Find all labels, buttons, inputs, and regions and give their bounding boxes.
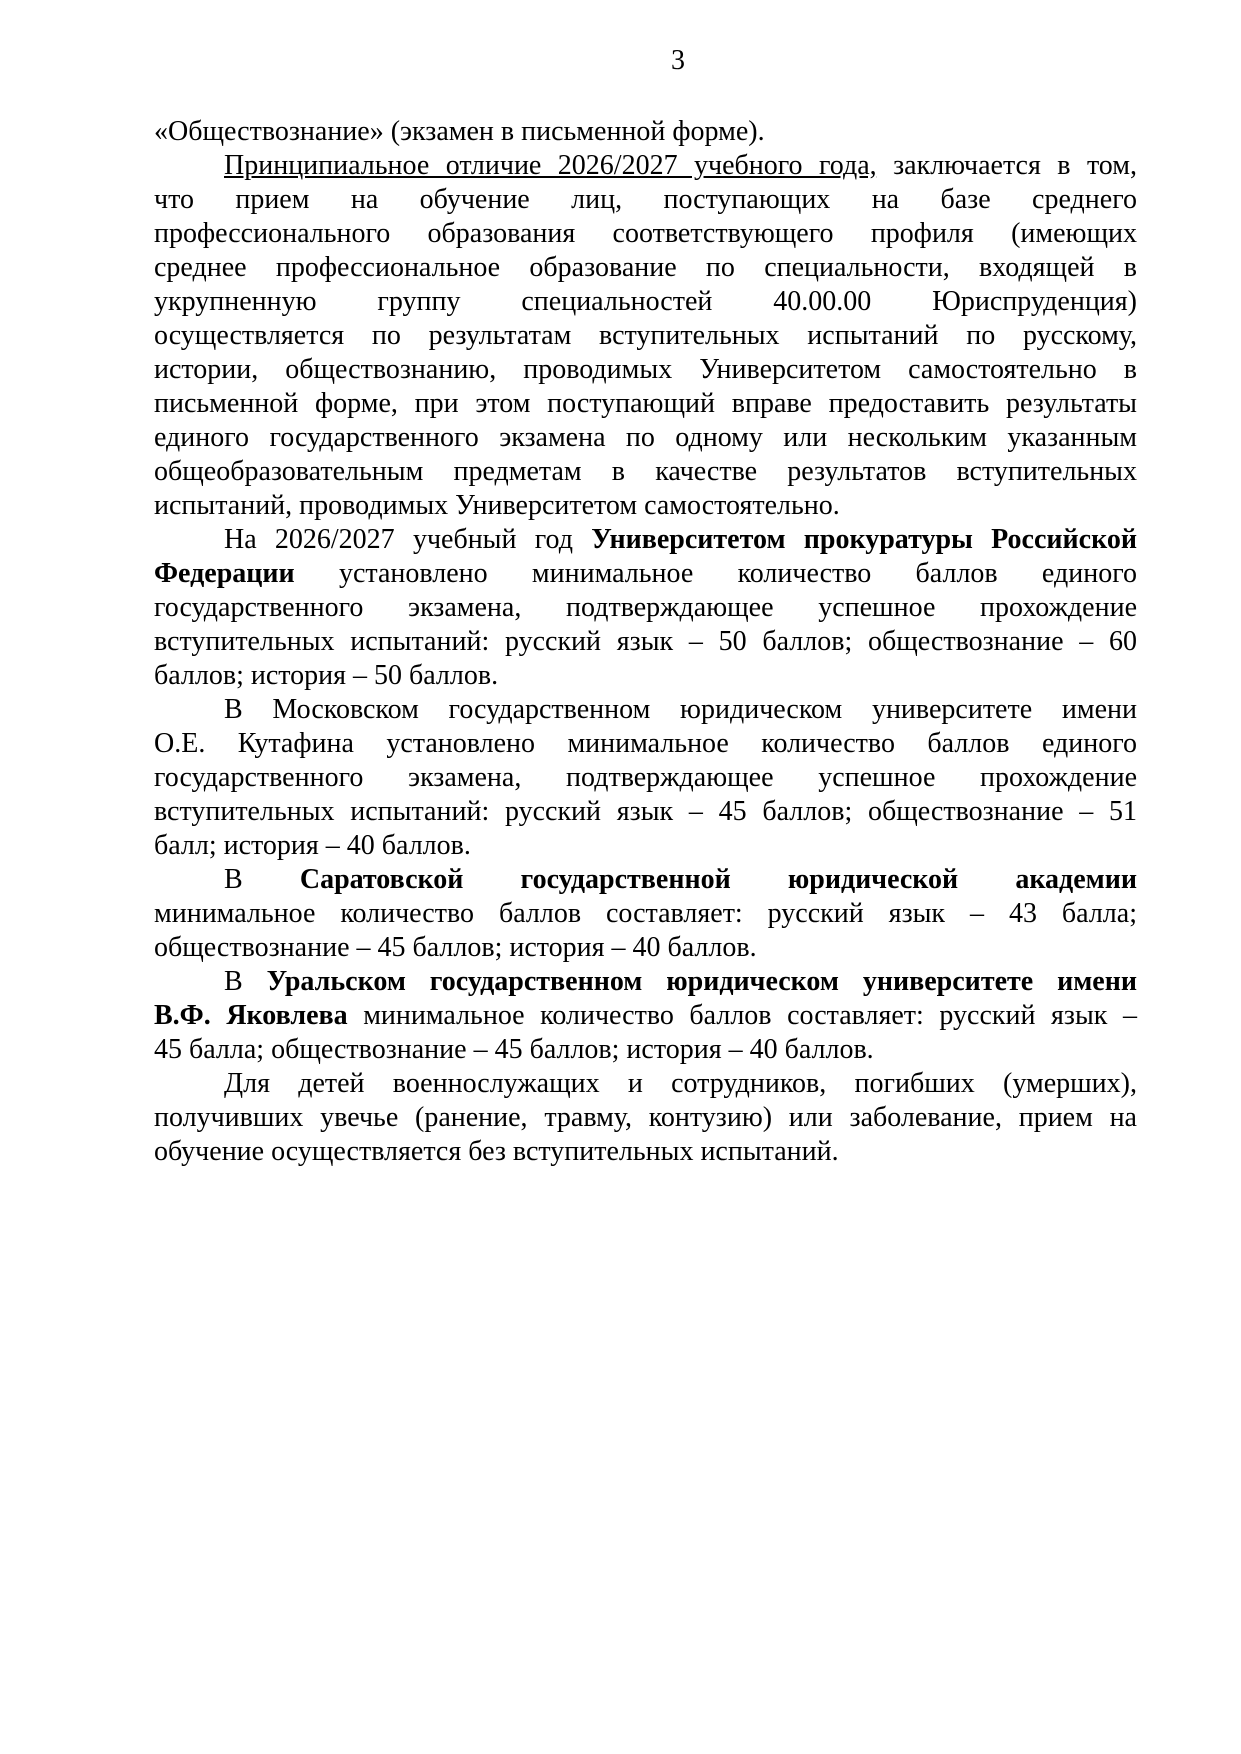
text-line (154, 115, 1137, 149)
text-line (154, 1033, 1137, 1067)
text-line (154, 489, 1137, 523)
text-segment-regular: укрупненную группу специальностей 40.00.00 Юриспруденция) (154, 286, 1137, 317)
text-line (154, 897, 1137, 931)
text-segment-regular: балл; история – 40 баллов. (154, 830, 471, 861)
text-line (154, 149, 1137, 183)
text-segment-regular: единого государственного экзамена по одному или нескольким указанным (154, 422, 1137, 453)
text-segment-underline: Принципиальное отличие 2026/2027 учебного года, (224, 150, 877, 181)
text-segment-regular: письменной форме, при этом поступающий вправе предоставить результаты (154, 388, 1137, 419)
text-segment-regular: заключается в том, (876, 150, 1137, 181)
text-line (154, 285, 1137, 319)
text-segment-regular: обществознание – 45 баллов; история – 40 баллов. (154, 932, 757, 963)
text-line (154, 1135, 1137, 1169)
text-line (154, 659, 1137, 693)
text-segment-bold: В.Ф. Яковлева (154, 1000, 348, 1031)
text-line (154, 727, 1137, 761)
text-segment-regular: На 2026/2027 учебный год (224, 524, 592, 555)
text-segment-regular: «Обществознание» (экзамен в письменной форме). (154, 116, 765, 147)
text-segment-regular: минимальное количество баллов составляет: русский язык – (347, 1000, 1137, 1031)
text-segment-regular: что прием на обучение лиц, поступающих на базе среднего (154, 184, 1137, 215)
text-segment-regular: государственного экзамена, подтверждающее успешное прохождение (154, 592, 1137, 623)
text-segment-regular: среднее профессиональное образование по специальности, входящей в (154, 252, 1137, 283)
text-segment-regular: Для детей военнослужащих и сотрудников, погибших (умерших), (224, 1068, 1137, 1099)
text-line (154, 761, 1137, 795)
text-segment-regular: обучение осуществляется без вступительных испытаний. (154, 1136, 839, 1167)
text-segment-bold: Университетом прокуратуры Российской (591, 524, 1137, 555)
text-line (154, 795, 1137, 829)
text-segment-regular: осуществляется по результатам вступительных испытаний по русскому, (154, 320, 1137, 351)
text-line (154, 965, 1137, 999)
text-line (154, 183, 1137, 217)
document-body (154, 115, 1137, 1169)
text-line (154, 557, 1137, 591)
text-segment-regular: О.Е. Кутафина установлено минимальное количество баллов единого (154, 728, 1137, 759)
text-line (154, 421, 1137, 455)
text-segment-bold: Уральском государственном юридическом университете имени (266, 966, 1137, 997)
text-line (154, 455, 1137, 489)
text-line (154, 1101, 1137, 1135)
text-line (154, 217, 1137, 251)
text-line (154, 625, 1137, 659)
text-line (154, 931, 1137, 965)
text-segment-regular: 45 балла; обществознание – 45 баллов; история – 40 баллов. (154, 1034, 874, 1065)
text-segment-regular: получивших увечье (ранение, травму, контузию) или заболевание, прием на (154, 1102, 1137, 1133)
text-line (154, 319, 1137, 353)
text-line (154, 863, 1137, 897)
text-segment-regular: минимальное количество баллов составляет: русский язык – 43 балла; (154, 898, 1137, 929)
text-segment-regular: В (224, 864, 300, 895)
text-line (154, 591, 1137, 625)
text-segment-regular: установлено минимальное количество баллов единого (294, 558, 1137, 589)
text-line (154, 829, 1137, 863)
text-line (154, 387, 1137, 421)
text-segment-regular: вступительных испытаний: русский язык – 50 баллов; обществознание – 60 (154, 626, 1137, 657)
text-segment-regular: баллов; история – 50 баллов. (154, 660, 499, 691)
text-segment-regular: вступительных испытаний: русский язык – 45 баллов; обществознание – 51 (154, 796, 1137, 827)
text-line (154, 1067, 1137, 1101)
text-segment-regular: В (224, 966, 267, 997)
text-segment-bold: Саратовской государственной юридической академии (299, 864, 1137, 895)
page-number: 3 (671, 45, 685, 76)
text-segment-regular: государственного экзамена, подтверждающее успешное прохождение (154, 762, 1137, 793)
text-line (154, 523, 1137, 557)
text-segment-regular: испытаний, проводимых Университетом самостоятельно. (154, 490, 840, 521)
text-line (154, 999, 1137, 1033)
text-line (154, 693, 1137, 727)
text-segment-regular: истории, обществознанию, проводимых Университетом самостоятельно в (154, 354, 1137, 385)
text-segment-bold: Федерации (154, 558, 295, 589)
text-segment-regular: общеобразовательным предметам в качестве результатов вступительных (154, 456, 1137, 487)
text-line (154, 353, 1137, 387)
text-line (154, 251, 1137, 285)
text-segment-regular: В Московском государственном юридическом университете имени (224, 694, 1137, 725)
text-segment-regular: профессионального образования соответствующего профиля (имеющих (154, 218, 1137, 249)
